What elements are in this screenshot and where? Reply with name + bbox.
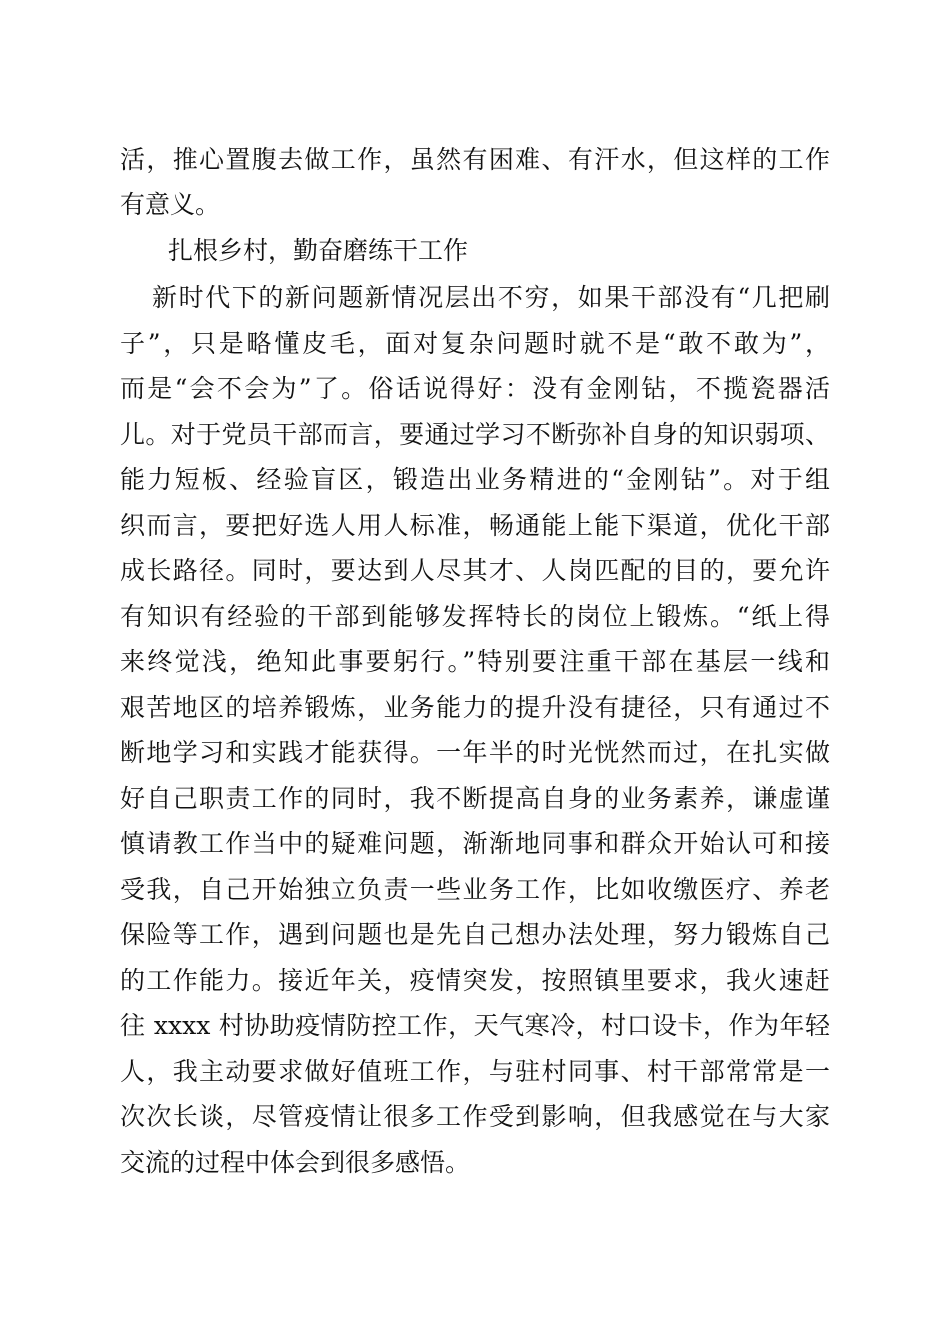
text-line: 受我，自己开始独立负责一些业务工作，比如收缴医疗、养老 [120, 875, 830, 904]
text-line: 人，我主动要求做好值班工作，与驻村同事、村干部常常是一 [120, 1057, 830, 1086]
text-line: 成长路径。同时，要达到人尽其才、人岗匹配的目的，要允许 [120, 556, 830, 585]
text-line: 织而言，要把好选人用人标准，畅通能上能下渠道，优化干部 [120, 511, 830, 540]
text-line: 艰苦地区的培养锻炼，业务能力的提升没有捷径，只有通过不 [120, 693, 830, 722]
text-line: 好自己职责工作的同时，我不断提高自身的业务素养，谦虚谨 [120, 784, 830, 813]
text-line: 次次长谈，尽管疫情让很多工作受到影响，但我感觉在与大家 [120, 1102, 830, 1131]
text-line: 而是“会不会为”了。俗话说得好：没有金刚钻，不揽瓷器活 [120, 374, 830, 403]
text-line: 子”，只是略懂皮毛，面对复杂问题时就不是“敢不敢为”， [120, 329, 830, 358]
text-line: 交流的过程中体会到很多感悟。 [120, 1148, 471, 1177]
text-line: 活，推心置腹去做工作，虽然有困难、有汗水，但这样的工作 [120, 145, 830, 174]
section-heading: 扎根乡村，勤奋磨练干工作 [168, 236, 469, 265]
text-line: 有知识有经验的干部到能够发挥特长的岗位上锻炼。“纸上得 [120, 602, 830, 631]
text-line: 能力短板、经验盲区，锻造出业务精进的“金刚钻”。对于组 [120, 465, 830, 494]
text-line: 往 xxxx 村协助疫情防控工作，天气寒冷，村口设卡，作为年轻 [120, 1011, 830, 1040]
text-line: 断地学习和实践才能获得。一年半的时光恍然而过，在扎实做 [120, 738, 830, 767]
text-line: 有意义。 [120, 190, 221, 219]
text-line: 儿。对于党员干部而言，要通过学习不断弥补自身的知识弱项、 [120, 420, 830, 449]
text-line: 保险等工作，遇到问题也是先自己想办法处理，努力锻炼自己 [120, 920, 830, 949]
text-line: 来终觉浅，绝知此事要躬行。”特别要注重干部在基层一线和 [120, 647, 830, 676]
text-line: 新时代下的新问题新情况层出不穷，如果干部没有“几把刷 [152, 283, 830, 312]
text-line: 的工作能力。接近年关，疫情突发，按照镇里要求，我火速赶 [120, 966, 830, 995]
text-line: 慎请教工作当中的疑难问题，渐渐地同事和群众开始认可和接 [120, 829, 830, 858]
